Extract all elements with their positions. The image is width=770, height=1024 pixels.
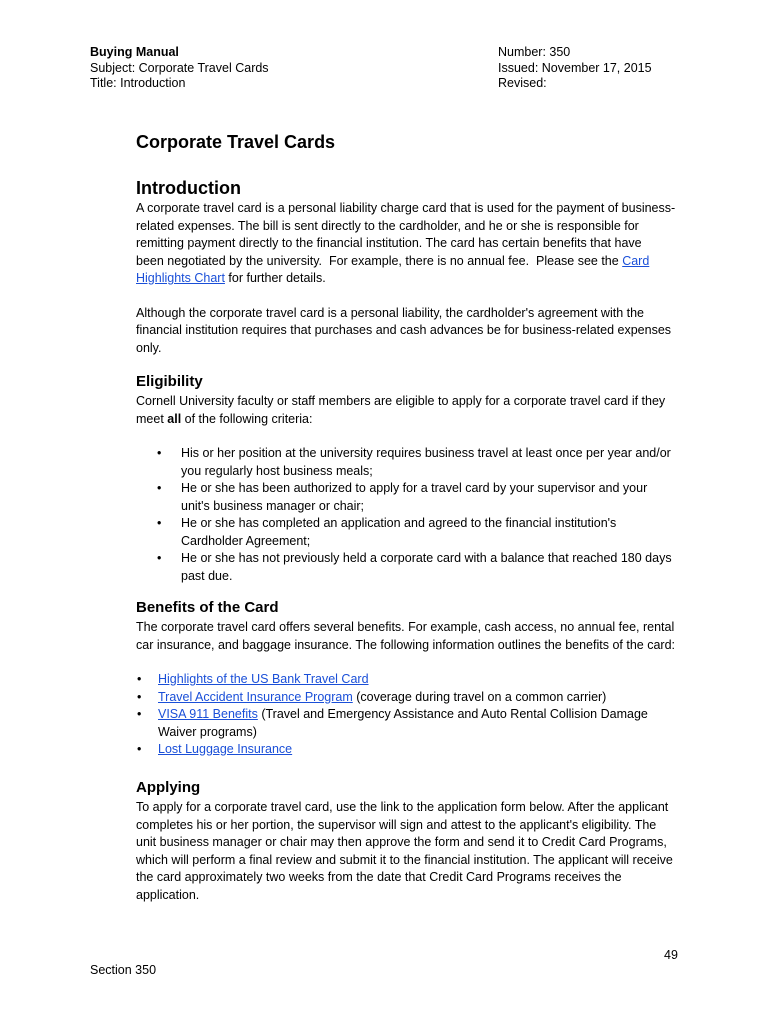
list-item (136, 515, 686, 550)
criteria-text: you regularly host business meals; (181, 463, 373, 478)
criteria-text: unit's business manager or chair; (181, 498, 365, 513)
applying-heading: Applying (136, 779, 201, 796)
list-item (136, 445, 686, 480)
page-number: 49 (664, 948, 678, 962)
eligibility-all-emphasis: all (167, 411, 182, 426)
applying-line-5: the card approximately two weeks from the date that Credit Card Programs receives the (136, 870, 622, 884)
introduction-heading: Introduction (136, 178, 241, 198)
intro-line-5: for further details. (224, 271, 326, 285)
list-item (136, 706, 686, 741)
bullet-icon: • (137, 672, 142, 686)
bullet-icon: • (137, 707, 142, 721)
intro-p2-line-2: financial institution requires that purchases and cash advances be for business-related expenses (136, 323, 672, 337)
applying-line-2: completes his or her portion, the supervisor will sign and attest to the applicant's eligibility. The (136, 817, 657, 832)
benefits-list (136, 671, 686, 759)
list-item (136, 741, 686, 759)
card-highlights-link-part1[interactable]: Card (622, 253, 650, 268)
intro-line-1: A corporate travel card is a personal liability charge card that is used for the payment of business- (136, 201, 676, 215)
applying-line-4: which will perform a final review and submit it to the financial institution. The applicant will receive (136, 852, 673, 867)
introduction-paragraph-2 (136, 305, 686, 358)
list-item (136, 480, 686, 515)
section-footer: Section 350 (90, 963, 157, 977)
title-line: Title: Introduction (90, 76, 186, 90)
visa-911-benefits-link[interactable]: VISA 911 Benefits (158, 707, 258, 721)
eligibility-paragraph (136, 393, 686, 428)
travel-accident-insurance-link[interactable]: Travel Accident Insurance Program (158, 689, 353, 704)
section-eligibility (136, 371, 686, 585)
bullet-icon: • (137, 689, 142, 704)
eligibility-heading: Eligibility (136, 373, 203, 390)
benefits-line-1: The corporate travel card offers several benefits. For example, cash access, no annual fee, rental (136, 620, 675, 634)
intro-p2-line-1: Although the corporate travel card is a personal liability, the cardholder's agreement with the (136, 305, 644, 320)
applying-paragraph (136, 799, 686, 904)
eligibility-line-1: Cornell University faculty or staff members are eligible to apply for a corporate travel card if they (136, 394, 666, 408)
benefits-paragraph (136, 619, 686, 654)
page-title: Corporate Travel Cards (136, 132, 336, 152)
intro-p2-line-3: only. (136, 340, 162, 355)
section-applying (136, 777, 686, 904)
benefit-description: (coverage during travel on a common carrier) (352, 689, 607, 704)
list-item (136, 689, 686, 707)
revised-line: Revised: (498, 76, 547, 90)
us-bank-highlights-link[interactable]: Highlights of the US Bank Travel Card (158, 672, 369, 686)
list-item (136, 550, 686, 585)
list-item (136, 671, 686, 689)
criteria-text: His or her position at the university requires business travel at least once per year and/or (181, 446, 671, 460)
intro-line-3: remitting payment directly to the financial institution. The card has certain benefits that have (136, 236, 642, 250)
benefit-description: (Travel and Emergency Assistance and Auto Rental Collision Damage (257, 707, 648, 721)
applying-line-1: To apply for a corporate travel card, use the link to the application form below. After the applicant (136, 800, 669, 814)
eligibility-criteria-list (136, 445, 686, 585)
subject-line: Subject: Corporate Travel Cards (90, 60, 269, 75)
card-highlights-link-part2[interactable]: Highlights Chart (136, 271, 225, 285)
eligibility-line-2a: meet (136, 411, 168, 426)
bullet-icon: • (157, 481, 162, 495)
benefit-description-cont: Waiver programs) (158, 724, 257, 739)
manual-name: Buying Manual (90, 45, 179, 59)
bullet-icon: • (157, 516, 162, 530)
header-right (498, 45, 652, 92)
benefits-heading: Benefits of the Card (136, 599, 279, 616)
lost-luggage-insurance-link[interactable]: Lost Luggage Insurance (158, 742, 293, 756)
criteria-text: Cardholder Agreement; (181, 533, 311, 548)
criteria-text: past due. (181, 568, 233, 583)
criteria-text: He or she has completed an application and agreed to the financial institution's (181, 516, 617, 530)
intro-line-4: been negotiated by the university. For example, there is no annual fee. Please see the (136, 253, 623, 268)
eligibility-line-2b: of the following criteria: (181, 411, 313, 426)
intro-line-2: related expenses. The bill is sent directly to the cardholder, and he or she is responsible for (136, 218, 639, 233)
bullet-icon: • (157, 551, 162, 565)
benefits-line-2: car insurance, and baggage insurance. The following information outlines the benefits of the card: (136, 637, 675, 652)
applying-line-6: application. (136, 887, 200, 902)
section-introduction (136, 176, 686, 357)
introduction-paragraph-1 (136, 200, 686, 288)
criteria-text: He or she has not previously held a corporate card with a balance that reached 180 days (181, 551, 672, 565)
criteria-text: He or she has been authorized to apply for a travel card by your supervisor and your (181, 481, 648, 495)
issued-line: Issued: November 17, 2015 (498, 60, 652, 75)
header-left (90, 45, 269, 92)
applying-line-3: unit business manager or chair may then approve the form and send it to Credit Card Programs, (136, 835, 667, 849)
number-line: Number: 350 (498, 45, 571, 59)
section-benefits (136, 597, 686, 759)
bullet-icon: • (157, 446, 162, 460)
bullet-icon: • (137, 742, 142, 756)
